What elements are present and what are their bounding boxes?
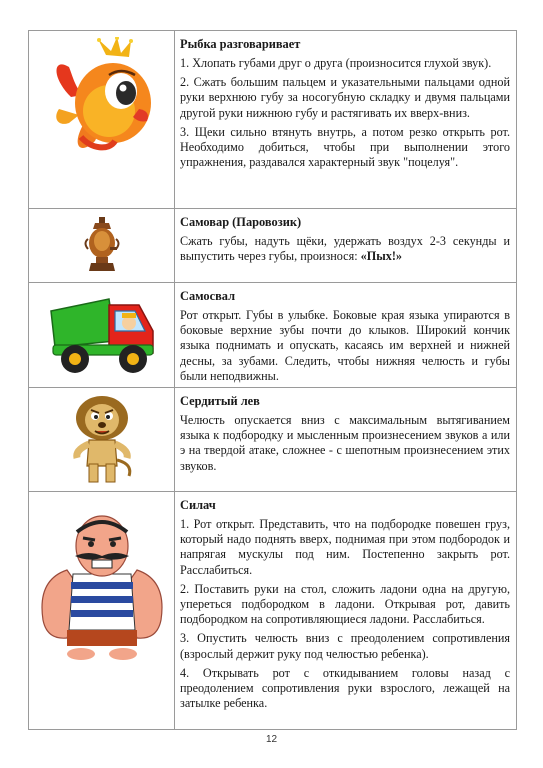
exercise-row-strongman <box>29 492 517 730</box>
exercise-row-samovar <box>29 209 517 283</box>
exercise-title: Рыбка разговаривает <box>180 37 301 51</box>
exercise-text-cell <box>175 31 517 209</box>
exercise-step: Челюсть опускается вниз с максимальным вытягиванием языка к подбородку и мысленным произнесением звуков а или э на твердой атаке, сложнее - с шепотным произнесением этих звуков. <box>180 413 510 473</box>
exercise-title: Самовар (Паровозик) <box>180 215 302 229</box>
exercise-step: 3. Щеки сильно втянуть внутрь, а потом резко открыть рот. Необходимо добиться, чтобы при выполнении этого упражнения, раздавался характерный звук "поцелуя". <box>180 124 510 170</box>
exercise-row-truck <box>29 283 517 388</box>
strongman-icon <box>37 510 167 660</box>
exercise-step: 1. Рот открыт. Представить, что на подбородке повешен груз, который надо поднять вверх, поднимая при этом подбородок и напрягая мускулы под ним. Постепенно закрыть рот. Расслабиться. <box>180 517 510 577</box>
exercise-row-fish <box>29 31 517 209</box>
exercise-table <box>28 30 517 730</box>
exercise-image-cell <box>29 209 175 283</box>
exercise-text-cell <box>175 283 517 388</box>
dump-truck-icon <box>49 291 157 377</box>
exercise-text-cell <box>175 492 517 730</box>
exercise-image-cell <box>29 492 175 730</box>
exercise-step: 4. Открывать рот с откидыванием головы назад с преодолением сопротивления руки взрослого, лежащей на затылке ребенка. <box>180 665 510 711</box>
samovar-icon <box>84 217 120 273</box>
exercise-step: 2. Поставить руки на стол, сложить ладони одна на другую, упереться подбородком в ладони. Открывая рот, давить подбородком на сопротивляющиеся ладони. Расслабиться. <box>180 581 510 627</box>
lion-icon <box>67 394 137 486</box>
exercise-image-cell <box>29 388 175 492</box>
exercise-emphasis: «Пых!» <box>360 249 402 264</box>
exercise-text-cell <box>175 388 517 492</box>
exercise-step <box>180 234 510 264</box>
exercise-step: 3. Опустить челюсть вниз с преодолением сопротивления (взрослый держит руку под челюстью ребенка). <box>180 631 510 661</box>
exercise-step-text: Сжать губы, надуть щёки, удержать воздух 2-3 секунды и выпустить через губы, произнося: <box>180 234 510 264</box>
exercise-step: 1. Хлопать губами друг о друга (произносится глухой звук). <box>180 56 492 70</box>
exercise-step: 2. Сжать большим пальцем и указательными пальцами одной руки верхнюю губу за носогубную складку и двумя пальцами другой руки нижнюю губу и растягивать их вверх-вниз. <box>180 75 510 120</box>
page-number: 12 <box>265 734 278 745</box>
exercise-row-lion <box>29 388 517 492</box>
exercise-image-cell <box>29 31 175 209</box>
exercise-title: Самосвал <box>180 289 236 303</box>
exercise-title: Сердитый лев <box>180 394 260 409</box>
exercise-text-cell <box>175 209 517 283</box>
exercise-image-cell <box>29 283 175 388</box>
exercise-title: Силач <box>180 498 216 513</box>
goldfish-icon <box>51 37 161 157</box>
exercise-step: Рот открыт. Губы в улыбке. Боковые края языка упираются в боковые верхние зубы почти до клыков. Широкий кончик языка поднимать и опускать, касаясь им верхней и нижней десны, за зубами. Следить, чтобы нижняя челюсть и губы были неподвижны. <box>180 308 510 383</box>
